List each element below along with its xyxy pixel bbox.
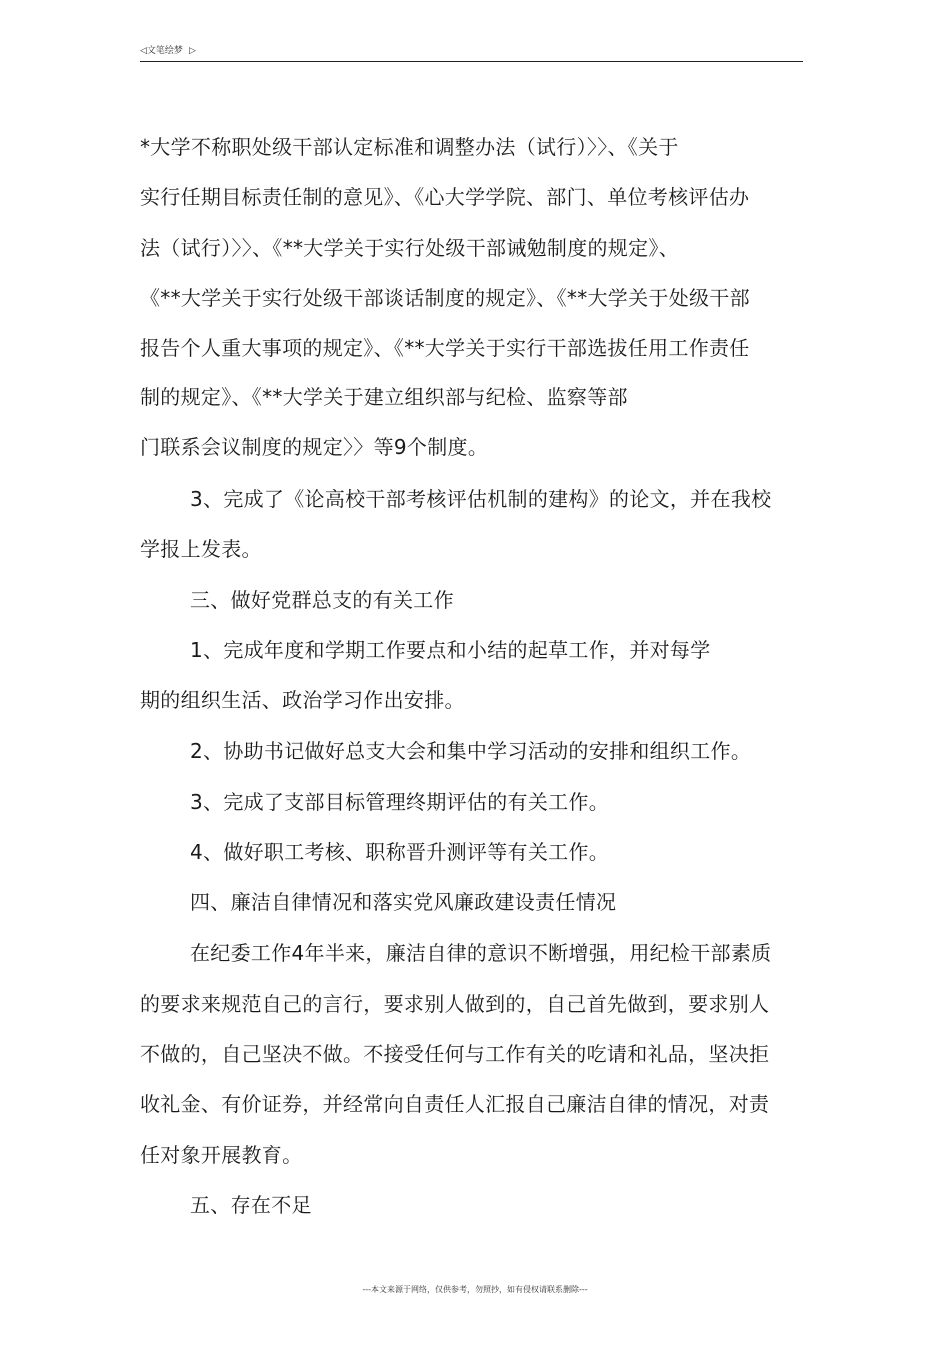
text-line: 法（试行）〉〉、《**大学关于实行处级干部诫勉制度的规定》、 bbox=[140, 236, 679, 260]
page-header bbox=[140, 44, 803, 62]
text-line: 《**大学关于实行处级干部谈话制度的规定》、《**大学关于处级干部 bbox=[140, 286, 750, 310]
text-line: 的要求来规范自己的言行，要求别人做到的，自己首先做到，要求别人 bbox=[140, 992, 770, 1016]
text-line: 3、完成了支部目标管理终期评估的有关工作。 bbox=[190, 790, 610, 814]
triangle-left-icon: ◁ bbox=[140, 46, 147, 56]
text-line: *大学不称职处级干部认定标准和调整办法（试行）〉〉、《关于 bbox=[140, 135, 679, 159]
text-line: 在纪委工作4年半来，廉洁自律的意识不断增强，用纪检干部素质 bbox=[190, 941, 772, 965]
text-line: 学报上发表。 bbox=[140, 537, 262, 561]
section-heading: 三、做好党群总支的有关工作 bbox=[190, 588, 454, 612]
section-heading: 四、廉洁自律情况和落实党风廉政建设责任情况 bbox=[190, 890, 617, 914]
header-text bbox=[140, 44, 196, 58]
text-line: 1、完成年度和学期工作要点和小结的起草工作，并对每学 bbox=[190, 638, 711, 662]
text-line: 实行任期目标责任制的意见》、《心大学学院、部门、单位考核评估办 bbox=[140, 185, 750, 209]
text-line: 门联系会议制度的规定〉〉等9个制度。 bbox=[140, 435, 489, 459]
section-heading: 五、存在不足 bbox=[190, 1193, 312, 1217]
text-line: 期的组织生活、政治学习作出安排。 bbox=[140, 688, 465, 712]
header-title: 文笔绘梦 bbox=[146, 46, 183, 56]
triangle-right-icon: ▷ bbox=[188, 46, 196, 56]
text-line: 制的规定》、《**大学关于建立组织部与纪检、监察等部 bbox=[140, 385, 628, 409]
header-divider bbox=[140, 61, 803, 62]
text-line: 报告个人重大事项的规定》、《**大学关于实行干部选拔任用工作责任 bbox=[140, 336, 750, 360]
text-line: 4、做好职工考核、职称晋升测评等有关工作。 bbox=[190, 840, 610, 864]
text-line: 收礼金、有价证券，并经常向自责任人汇报自己廉洁自律的情况，对责 bbox=[140, 1092, 770, 1116]
page-footer: ---本文来源于网络，仅供参考，勿照抄，如有侵权请联系删除--- bbox=[362, 1285, 588, 1294]
text-line: 3、完成了《论高校干部考核评估机制的建构》的论文，并在我校 bbox=[190, 487, 772, 511]
text-line: 2、协助书记做好总支大会和集中学习活动的安排和组织工作。 bbox=[190, 739, 752, 763]
text-line: 不做的，自己坚决不做。不接受任何与工作有关的吃请和礼品，坚决拒 bbox=[140, 1042, 770, 1066]
text-line: 任对象开展教育。 bbox=[140, 1143, 303, 1167]
